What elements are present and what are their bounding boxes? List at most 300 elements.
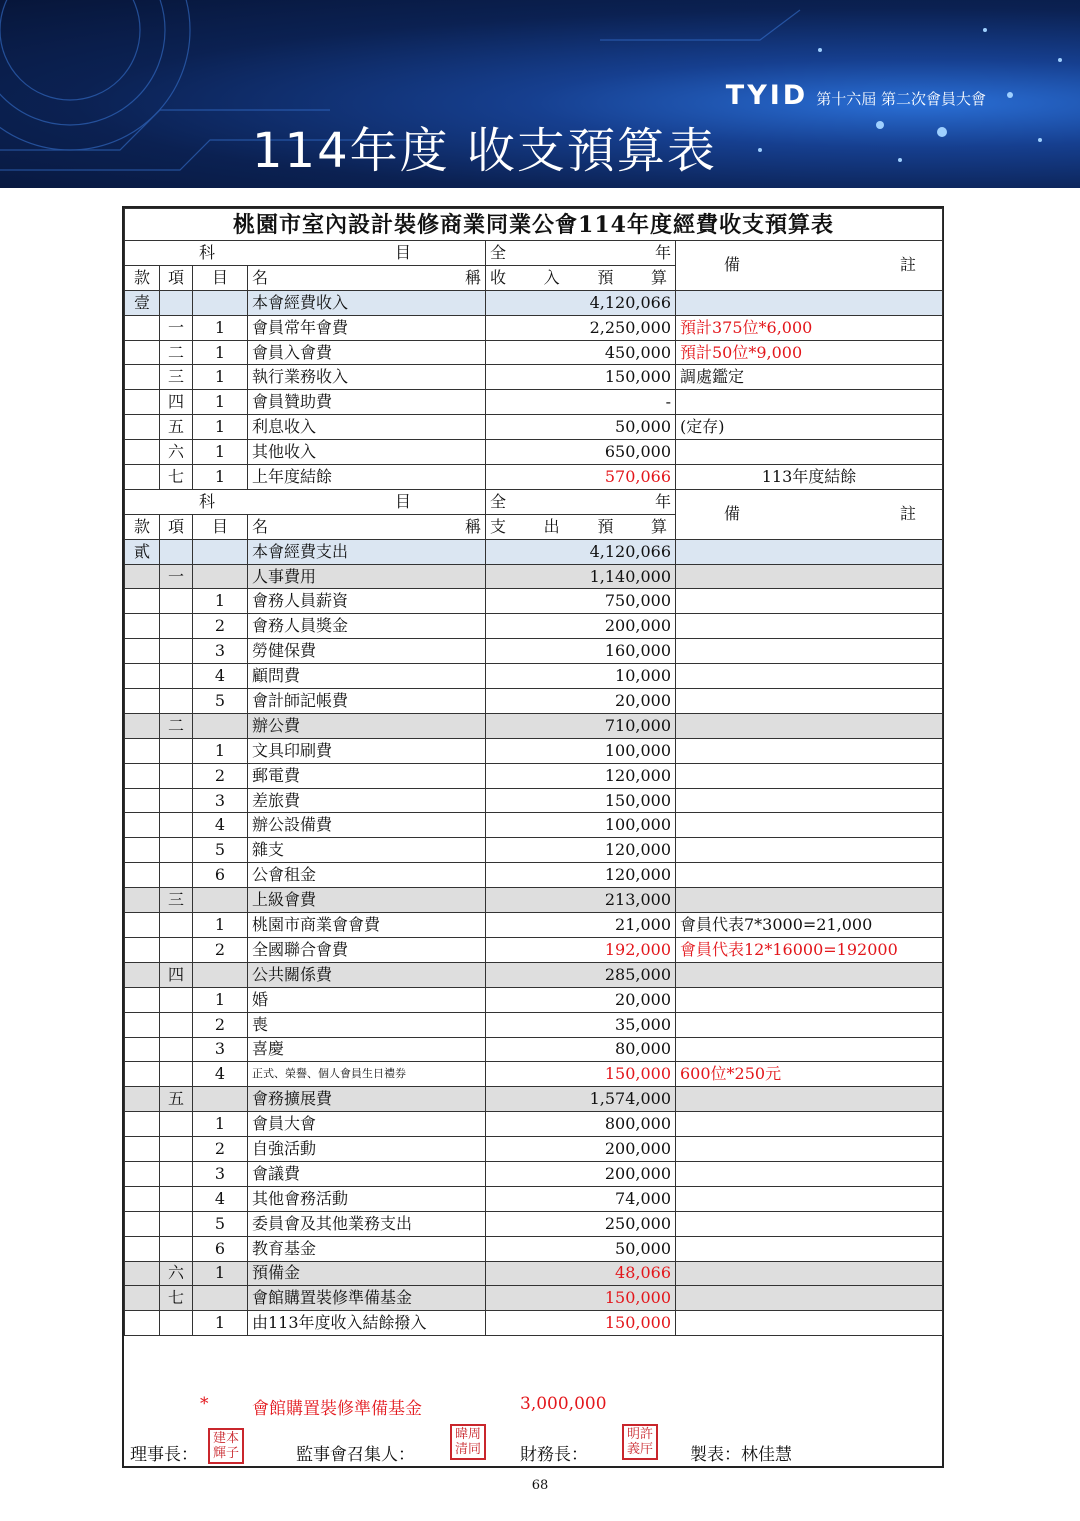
mu-cell: 2 — [193, 614, 248, 639]
mu-cell: 5 — [193, 689, 248, 714]
item-name-cell: 教育基金 — [248, 1236, 486, 1261]
amount-cell: 80,000 — [486, 1037, 676, 1062]
amount-cell: 650,000 — [486, 440, 676, 465]
mu-cell: 4 — [193, 1062, 248, 1087]
mu-cell — [193, 539, 248, 564]
note-cell — [676, 813, 943, 838]
item-name-cell: 本會經費收入 — [248, 290, 486, 315]
item-name-cell: 委員會及其他業務支出 — [248, 1211, 486, 1236]
amount-cell: 4,120,066 — [486, 290, 676, 315]
income-row — [125, 340, 943, 365]
expense-row — [125, 1186, 943, 1211]
xiang-cell: 二 — [160, 713, 193, 738]
kuan-cell — [125, 1062, 160, 1087]
page-title: 114年度 收支預算表 — [252, 123, 717, 179]
mu-cell: 1 — [193, 589, 248, 614]
xiang-cell: 六 — [160, 440, 193, 465]
amount-cell: 192,000 — [486, 937, 676, 962]
expense-row — [125, 1012, 943, 1037]
note-cell — [676, 1112, 943, 1137]
preparer-label: 製表：林佳慧 — [690, 1445, 792, 1465]
amount-cell: 74,000 — [486, 1186, 676, 1211]
kuan-cell — [125, 564, 160, 589]
kuan-cell — [125, 614, 160, 639]
note-cell — [676, 1186, 943, 1211]
kuan-cell — [125, 1037, 160, 1062]
amount-cell: 50,000 — [486, 1236, 676, 1261]
supervisor-label: 監事會召集人： — [296, 1445, 415, 1465]
table-title-row — [125, 209, 943, 241]
xiang-cell: 三 — [160, 888, 193, 913]
xiang-cell — [160, 1186, 193, 1211]
item-name-cell: 會務人員獎金 — [248, 614, 486, 639]
mu-cell: 1 — [193, 1311, 248, 1336]
item-name-cell: 顧問費 — [248, 664, 486, 689]
income-header-ming: 名 稱 — [248, 265, 486, 290]
amount-cell: 200,000 — [486, 1137, 676, 1162]
xiang-cell — [160, 664, 193, 689]
kuan-cell — [125, 390, 160, 415]
mu-cell: 4 — [193, 664, 248, 689]
expense-row — [125, 589, 943, 614]
item-name-cell: 人事費用 — [248, 564, 486, 589]
kuan-cell — [125, 1087, 160, 1112]
expense-row — [125, 639, 943, 664]
item-name-cell: 會議費 — [248, 1161, 486, 1186]
xiang-cell: 四 — [160, 390, 193, 415]
expense-row — [125, 1161, 943, 1186]
expense-row — [125, 813, 943, 838]
income-header-budget: 收 入 預 算 — [486, 265, 676, 290]
xiang-cell: 七 — [160, 465, 193, 490]
item-name-cell: 喪 — [248, 1012, 486, 1037]
kuan-cell — [125, 365, 160, 390]
item-name-cell: 桃園市商業會會費 — [248, 913, 486, 938]
expense-row — [125, 1211, 943, 1236]
mu-cell: 1 — [193, 415, 248, 440]
chairman-label: 理事長： — [130, 1445, 198, 1465]
amount-cell: 20,000 — [486, 689, 676, 714]
amount-cell: 200,000 — [486, 614, 676, 639]
expense-row — [125, 539, 943, 564]
treasurer-label: 財務長： — [520, 1445, 588, 1465]
amount-cell: 250,000 — [486, 1211, 676, 1236]
xiang-cell: 四 — [160, 962, 193, 987]
item-name-cell: 文具印刷費 — [248, 738, 486, 763]
mu-cell — [193, 888, 248, 913]
expense-row — [125, 614, 943, 639]
kuan-cell — [125, 962, 160, 987]
item-name-cell: 自強活動 — [248, 1137, 486, 1162]
xiang-cell: 二 — [160, 340, 193, 365]
expense-header-beizhu: 備 註 — [676, 489, 943, 539]
note-cell — [676, 390, 943, 415]
note-cell — [676, 614, 943, 639]
mu-cell: 6 — [193, 1236, 248, 1261]
expense-row — [125, 937, 943, 962]
kuan-cell — [125, 763, 160, 788]
amount-cell: 150,000 — [486, 1286, 676, 1311]
note-cell — [676, 639, 943, 664]
amount-cell: 120,000 — [486, 763, 676, 788]
mu-cell: 1 — [193, 987, 248, 1012]
note-cell: 會員代表12*16000=192000 — [676, 937, 943, 962]
expense-header-mu: 目 — [193, 514, 248, 539]
reserve-fund-line — [200, 1394, 607, 1419]
expense-row — [125, 1137, 943, 1162]
amount-cell: 150,000 — [486, 365, 676, 390]
xiang-cell — [160, 987, 193, 1012]
note-cell — [676, 440, 943, 465]
page-number: 68 — [531, 1478, 549, 1493]
expense-row — [125, 1112, 943, 1137]
mu-cell: 1 — [193, 365, 248, 390]
note-cell — [676, 763, 943, 788]
note-cell — [676, 539, 943, 564]
signature-row — [130, 1428, 940, 1464]
note-cell — [676, 788, 943, 813]
amount-cell: 1,140,000 — [486, 564, 676, 589]
note-cell — [676, 713, 943, 738]
xiang-cell — [160, 838, 193, 863]
income-header-kuan: 款 — [125, 265, 160, 290]
amount-cell: 120,000 — [486, 838, 676, 863]
xiang-cell — [160, 863, 193, 888]
expense-row — [125, 564, 943, 589]
mu-cell: 5 — [193, 838, 248, 863]
kuan-cell — [125, 937, 160, 962]
kuan-cell: 壹 — [125, 290, 160, 315]
note-cell: 調處鑑定 — [676, 365, 943, 390]
xiang-cell — [160, 1137, 193, 1162]
mu-cell: 5 — [193, 1211, 248, 1236]
xiang-cell — [160, 614, 193, 639]
kuan-cell — [125, 415, 160, 440]
kuan-cell — [125, 689, 160, 714]
xiang-cell — [160, 788, 193, 813]
note-cell: 會員代表7*3000=21,000 — [676, 913, 943, 938]
kuan-cell — [125, 589, 160, 614]
expense-header-row-1 — [125, 489, 943, 514]
xiang-cell — [160, 639, 193, 664]
expense-row — [125, 913, 943, 938]
income-header-row-1 — [125, 241, 943, 266]
kuan-cell — [125, 863, 160, 888]
item-name-cell: 利息收入 — [248, 415, 486, 440]
kuan-cell — [125, 1261, 160, 1286]
mu-cell — [193, 962, 248, 987]
amount-cell: 150,000 — [486, 1062, 676, 1087]
kuan-cell — [125, 1286, 160, 1311]
amount-cell: 570,066 — [486, 465, 676, 490]
kuan-cell — [125, 713, 160, 738]
item-name-cell: 會計師記帳費 — [248, 689, 486, 714]
xiang-cell — [160, 937, 193, 962]
xiang-cell — [160, 1112, 193, 1137]
item-name-cell: 其他收入 — [248, 440, 486, 465]
expense-row — [125, 888, 943, 913]
note-cell: (定存) — [676, 415, 943, 440]
xiang-cell — [160, 1236, 193, 1261]
budget-table — [124, 208, 943, 1336]
mu-cell: 1 — [193, 913, 248, 938]
xiang-cell — [160, 689, 193, 714]
xiang-cell — [160, 1062, 193, 1087]
amount-cell: 120,000 — [486, 863, 676, 888]
xiang-cell — [160, 763, 193, 788]
item-name-cell: 會務人員薪資 — [248, 589, 486, 614]
kuan-cell — [125, 1112, 160, 1137]
xiang-cell: 五 — [160, 1087, 193, 1112]
item-name-cell: 由113年度收入結餘撥入 — [248, 1311, 486, 1336]
kuan-cell — [125, 1311, 160, 1336]
reserve-fund-amount: 3,000,000 — [520, 1394, 607, 1414]
item-name-cell: 辦公設備費 — [248, 813, 486, 838]
expense-header-kemu: 科 目 — [125, 489, 486, 514]
mu-cell: 2 — [193, 937, 248, 962]
mu-cell: 1 — [193, 1261, 248, 1286]
note-cell — [676, 290, 943, 315]
amount-cell: 150,000 — [486, 1311, 676, 1336]
expense-row — [125, 1236, 943, 1261]
kuan-cell — [125, 888, 160, 913]
income-row — [125, 390, 943, 415]
xiang-cell: 五 — [160, 415, 193, 440]
chairman-seal: 建本 輝子 — [208, 1428, 244, 1464]
amount-cell: 100,000 — [486, 738, 676, 763]
expense-row — [125, 738, 943, 763]
amount-cell: 710,000 — [486, 713, 676, 738]
item-name-cell: 喜慶 — [248, 1037, 486, 1062]
expense-row — [125, 1311, 943, 1336]
tyid-logo: TYID — [725, 80, 809, 111]
note-cell — [676, 589, 943, 614]
amount-cell: 35,000 — [486, 1012, 676, 1037]
income-header-mu: 目 — [193, 265, 248, 290]
amount-cell: 1,574,000 — [486, 1087, 676, 1112]
note-cell: 預計375位*6,000 — [676, 315, 943, 340]
expense-header-budget: 支 出 預 算 — [486, 514, 676, 539]
note-cell — [676, 1236, 943, 1261]
expense-row — [125, 664, 943, 689]
expense-row — [125, 788, 943, 813]
note-cell — [676, 1012, 943, 1037]
expense-row — [125, 962, 943, 987]
expense-row — [125, 1286, 943, 1311]
income-header-xiang: 項 — [160, 265, 193, 290]
kuan-cell — [125, 639, 160, 664]
expense-row — [125, 1037, 943, 1062]
kuan-cell — [125, 440, 160, 465]
table-title: 桃園市室內設計裝修商業同業公會114年度經費收支預算表 — [125, 209, 943, 241]
mu-cell: 4 — [193, 1186, 248, 1211]
kuan-cell — [125, 1161, 160, 1186]
income-row — [125, 290, 943, 315]
amount-cell: 150,000 — [486, 788, 676, 813]
xiang-cell — [160, 1311, 193, 1336]
xiang-cell: 一 — [160, 315, 193, 340]
expense-header-quannian: 全 年 — [486, 489, 676, 514]
note-cell — [676, 1037, 943, 1062]
xiang-cell — [160, 290, 193, 315]
amount-cell: 100,000 — [486, 813, 676, 838]
note-cell — [676, 863, 943, 888]
income-header-quannian: 全 年 — [486, 241, 676, 266]
xiang-cell — [160, 1211, 193, 1236]
xiang-cell: 一 — [160, 564, 193, 589]
mu-cell: 1 — [193, 440, 248, 465]
amount-cell: 285,000 — [486, 962, 676, 987]
kuan-cell — [125, 1211, 160, 1236]
note-cell — [676, 987, 943, 1012]
reserve-mark: * — [200, 1394, 209, 1414]
item-name-cell: 本會經費支出 — [248, 539, 486, 564]
note-cell — [676, 1161, 943, 1186]
item-name-cell: 正式、榮譽、個人會員生日禮券 — [248, 1062, 486, 1087]
expense-row — [125, 689, 943, 714]
amount-cell: 4,120,066 — [486, 539, 676, 564]
note-cell — [676, 1286, 943, 1311]
note-cell — [676, 1261, 943, 1286]
xiang-cell: 三 — [160, 365, 193, 390]
expense-row — [125, 1087, 943, 1112]
item-name-cell: 辦公費 — [248, 713, 486, 738]
xiang-cell — [160, 539, 193, 564]
item-name-cell: 上級會費 — [248, 888, 486, 913]
income-row — [125, 315, 943, 340]
item-name-cell: 會員入會費 — [248, 340, 486, 365]
treasurer-seal: 明許 義厈 — [622, 1424, 658, 1460]
xiang-cell — [160, 913, 193, 938]
budget-table-body — [125, 209, 943, 1336]
budget-sheet — [122, 206, 944, 1468]
kuan-cell — [125, 987, 160, 1012]
expense-row — [125, 838, 943, 863]
item-name-cell: 公共關係費 — [248, 962, 486, 987]
item-name-cell: 郵電費 — [248, 763, 486, 788]
xiang-cell — [160, 1037, 193, 1062]
meeting-subtitle: 第十六屆 第二次會員大會 — [816, 90, 986, 108]
expense-row — [125, 713, 943, 738]
amount-cell: 213,000 — [486, 888, 676, 913]
item-name-cell: 勞健保費 — [248, 639, 486, 664]
mu-cell: 4 — [193, 813, 248, 838]
amount-cell: - — [486, 390, 676, 415]
mu-cell: 3 — [193, 639, 248, 664]
kuan-cell — [125, 838, 160, 863]
item-name-cell: 上年度結餘 — [248, 465, 486, 490]
mu-cell — [193, 1087, 248, 1112]
mu-cell — [193, 713, 248, 738]
kuan-cell: 貳 — [125, 539, 160, 564]
header-banner — [0, 0, 1080, 188]
mu-cell — [193, 564, 248, 589]
mu-cell: 3 — [193, 1037, 248, 1062]
note-cell: 預計50位*9,000 — [676, 340, 943, 365]
item-name-cell: 其他會務活動 — [248, 1186, 486, 1211]
xiang-cell: 七 — [160, 1286, 193, 1311]
amount-cell: 50,000 — [486, 415, 676, 440]
note-cell — [676, 1087, 943, 1112]
item-name-cell: 雜支 — [248, 838, 486, 863]
item-name-cell: 婚 — [248, 987, 486, 1012]
mu-cell: 2 — [193, 1012, 248, 1037]
income-row — [125, 440, 943, 465]
kuan-cell — [125, 315, 160, 340]
item-name-cell: 會員大會 — [248, 1112, 486, 1137]
mu-cell: 6 — [193, 863, 248, 888]
kuan-cell — [125, 913, 160, 938]
mu-cell: 1 — [193, 465, 248, 490]
note-cell — [676, 738, 943, 763]
amount-cell: 750,000 — [486, 589, 676, 614]
expense-row — [125, 763, 943, 788]
note-cell: 600位*250元 — [676, 1062, 943, 1087]
note-cell — [676, 664, 943, 689]
expense-header-ming: 名 稱 — [248, 514, 486, 539]
item-name-cell: 會員常年會費 — [248, 315, 486, 340]
income-header-beizhu: 備 註 — [676, 241, 943, 291]
income-row — [125, 465, 943, 490]
income-row — [125, 415, 943, 440]
mu-cell: 1 — [193, 1112, 248, 1137]
reserve-fund-name: 會館購置裝修準備基金 — [252, 1399, 422, 1419]
item-name-cell: 會館購置裝修準備基金 — [248, 1286, 486, 1311]
amount-cell: 21,000 — [486, 913, 676, 938]
expense-row — [125, 1062, 943, 1087]
kuan-cell — [125, 813, 160, 838]
note-cell — [676, 564, 943, 589]
note-cell — [676, 838, 943, 863]
item-name-cell: 全國聯合會費 — [248, 937, 486, 962]
kuan-cell — [125, 1137, 160, 1162]
note-cell: 113年度結餘 — [676, 465, 943, 490]
mu-cell: 1 — [193, 340, 248, 365]
xiang-cell — [160, 813, 193, 838]
amount-cell: 160,000 — [486, 639, 676, 664]
amount-cell: 48,066 — [486, 1261, 676, 1286]
amount-cell: 200,000 — [486, 1161, 676, 1186]
item-name-cell: 會員贊助費 — [248, 390, 486, 415]
income-header-kemu: 科 目 — [125, 241, 486, 266]
kuan-cell — [125, 664, 160, 689]
income-row — [125, 365, 943, 390]
kuan-cell — [125, 738, 160, 763]
xiang-cell: 六 — [160, 1261, 193, 1286]
note-cell — [676, 1137, 943, 1162]
note-cell — [676, 1211, 943, 1236]
mu-cell — [193, 290, 248, 315]
kuan-cell — [125, 465, 160, 490]
xiang-cell — [160, 589, 193, 614]
amount-cell: 2,250,000 — [486, 315, 676, 340]
xiang-cell — [160, 1012, 193, 1037]
note-cell — [676, 1311, 943, 1336]
expense-row — [125, 987, 943, 1012]
item-name-cell: 差旅費 — [248, 788, 486, 813]
xiang-cell — [160, 1161, 193, 1186]
amount-cell: 20,000 — [486, 987, 676, 1012]
mu-cell: 1 — [193, 390, 248, 415]
mu-cell: 1 — [193, 315, 248, 340]
note-cell — [676, 689, 943, 714]
item-name-cell: 會務擴展費 — [248, 1087, 486, 1112]
mu-cell: 3 — [193, 1161, 248, 1186]
expense-row — [125, 863, 943, 888]
note-cell — [676, 962, 943, 987]
mu-cell: 2 — [193, 763, 248, 788]
amount-cell: 450,000 — [486, 340, 676, 365]
